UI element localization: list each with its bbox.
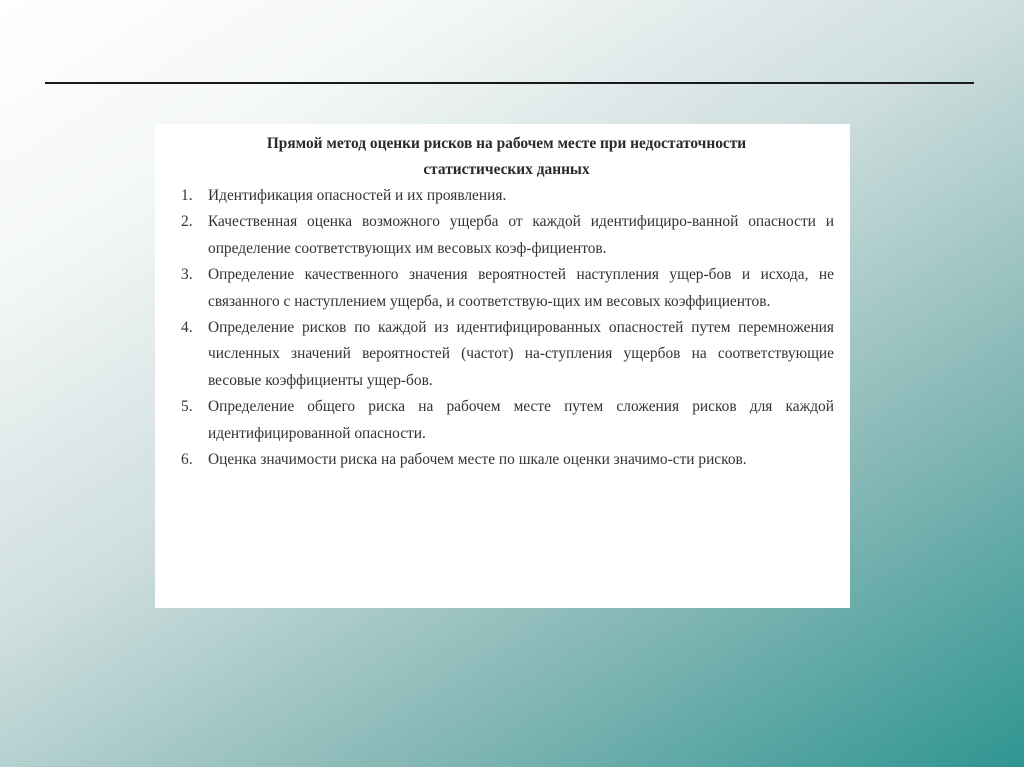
list-item-text: Определение рисков по каждой из идентифицированных опасностей путем перемножения численных значений вероятностей (частот) на-ступления ущербов на соответствующие весовые коэффициенты ущер-бов. xyxy=(208,319,834,389)
list-item-number: 1. xyxy=(181,187,193,204)
title-divider-line xyxy=(45,82,974,84)
list-item xyxy=(177,315,834,394)
list-item-text: Оценка значимости риска на рабочем месте по шкале оценки значимо-сти рисков. xyxy=(208,451,747,469)
list-item xyxy=(177,183,834,209)
list-item xyxy=(177,447,834,473)
method-steps-list xyxy=(177,183,834,473)
list-item-number: 6. xyxy=(181,451,193,469)
list-item xyxy=(177,262,834,315)
list-item xyxy=(177,209,834,262)
list-item-number: 4. xyxy=(181,319,193,337)
list-item-number: 5. xyxy=(181,398,193,416)
list-item-text: Идентификация опасностей и их проявления. xyxy=(208,187,507,204)
document-title-line-1: Прямой метод оценки рисков на рабочем месте при недостаточности xyxy=(266,135,747,152)
list-item xyxy=(177,394,834,447)
list-item-text: Определение качественного значения вероятностей наступления ущер-бов и исхода, не связанного с наступлением ущерба, и соответствую-щих им весовых коэффициентов. xyxy=(208,266,834,310)
list-item-text: Определение общего риска на рабочем месте путем сложения рисков для каждой идентифицированной опасности. xyxy=(208,398,834,442)
document-title-line-2: статистических данных xyxy=(423,161,590,178)
list-item-text: Качественная оценка возможного ущерба от каждой идентифициро-ванной опасности и определение соответствующих им весовых коэф-фициентов. xyxy=(208,213,834,257)
list-item-number: 2. xyxy=(181,213,193,231)
document-image xyxy=(155,124,850,608)
document-title xyxy=(179,131,834,183)
list-item-number: 3. xyxy=(181,266,193,284)
